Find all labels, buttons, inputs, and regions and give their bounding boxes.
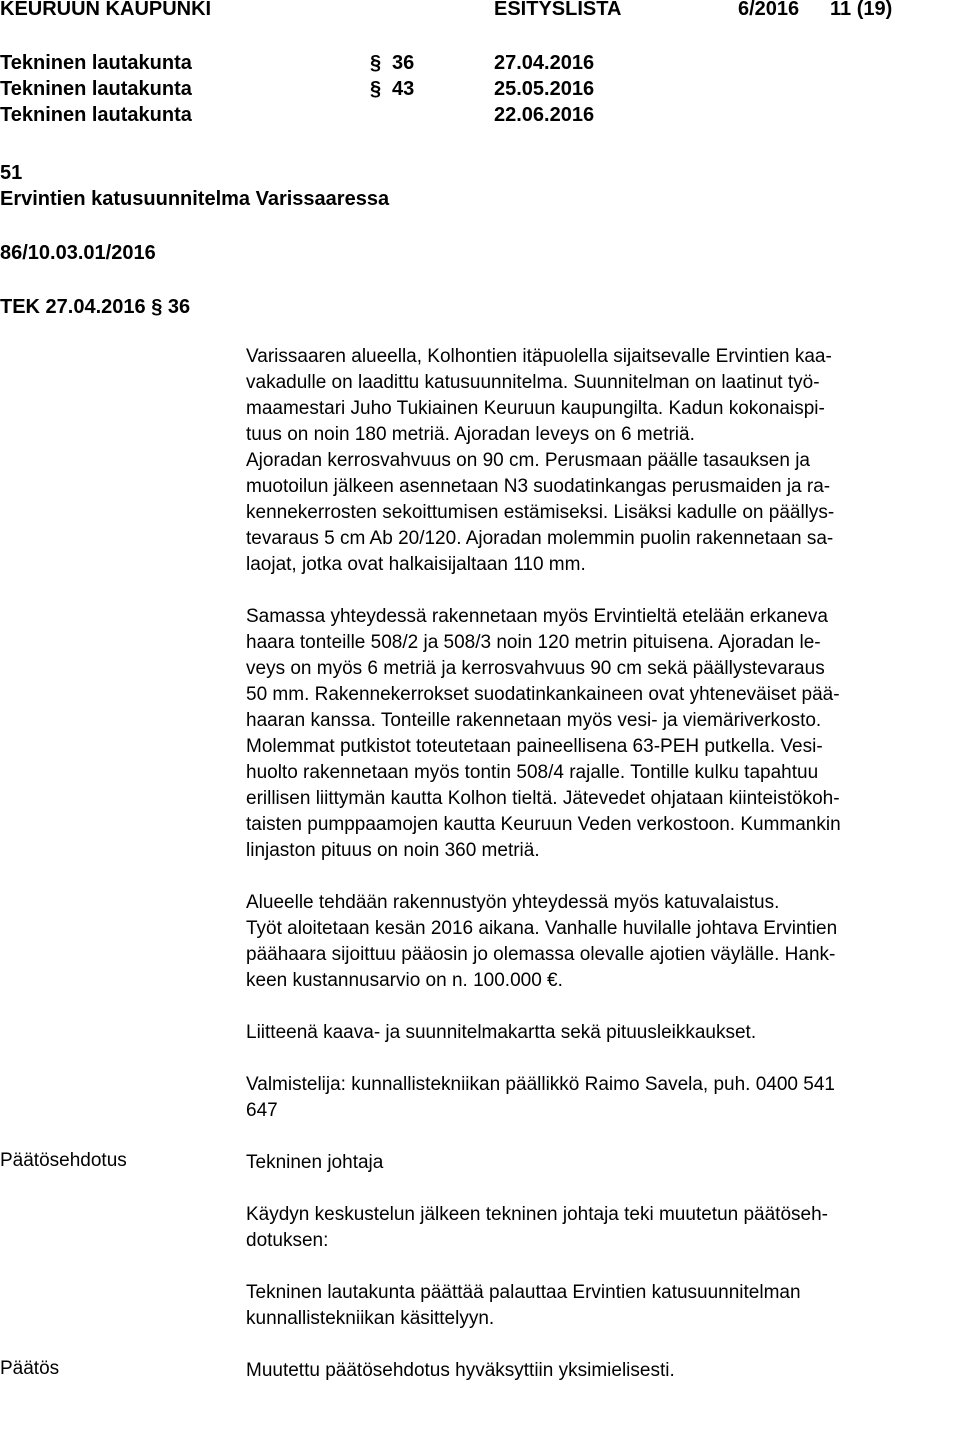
proposal-paragraph [246, 1202, 958, 1254]
text-line: muotoilun jälkeen asennetaan N3 suodatinkangas perusmaiden ja ra- [246, 476, 831, 497]
text-line: linjaston pituus on noin 360 metriä. [246, 840, 540, 861]
section-number: 36 [392, 52, 415, 74]
body-paragraph [246, 344, 958, 578]
text-line: Varissaaren alueella, Kolhontien itäpuolella sijaitsevalle Ervintien kaa- [246, 346, 832, 367]
text-line: veys on myös 6 metriä ja kerrosvahvuus 90 cm sekä päällystevaraus [246, 658, 825, 679]
item-reference: 86/10.03.01/2016 [0, 242, 156, 264]
text-line: dotuksen: [246, 1230, 329, 1251]
meeting-body: Tekninen lautakunta [0, 104, 192, 126]
text-line: tuus on noin 180 metriä. Ajoradan leveys on 6 metriä. [246, 424, 695, 445]
proposal-by [246, 1150, 958, 1176]
page-number: 11 (19) [830, 0, 893, 20]
text-line: keen kustannusarvio on n. 100.000 €. [246, 970, 563, 991]
proposal-paragraph [246, 1280, 958, 1332]
text-line: Molemmat putkistot toteutetaan paineellisena 63-PEH putkella. Vesi- [246, 736, 823, 757]
text-line: Työt aloitetaan kesän 2016 aikana. Vanhalle huvilalle johtava Ervintien [246, 918, 838, 939]
text-line: huolto rakennetaan myös tontin 508/4 rajalle. Tontille kulku tapahtuu [246, 762, 819, 783]
section-number: 43 [392, 78, 415, 100]
text-line: Käydyn keskustelun jälkeen tekninen johtaja teki muutetun päätöseh- [246, 1204, 828, 1225]
section-sign: § [370, 52, 382, 74]
org-name: KEURUUN KAUPUNKI [0, 0, 212, 20]
doc-type: ESITYSLISTA [494, 0, 622, 20]
meeting-body: Tekninen lautakunta [0, 78, 192, 100]
section-number: 36 [167, 296, 191, 318]
text-line: Alueelle tehdään rakennustyön yhteydessä myös katuvalaistus. [246, 892, 780, 913]
text-line: taisten pumppaamojen kautta Keuruun Veden verkostoon. Kummankin [246, 814, 841, 835]
text-line: Tekninen lautakunta päättää palauttaa Ervintien katusuunnitelman [246, 1282, 801, 1303]
section-sign: § [370, 78, 382, 100]
text-line: päähaara sijoittuu pääosin jo olemassa olevalle ajotien väylälle. Hank- [246, 944, 836, 965]
body-paragraph [246, 890, 958, 994]
proposal-label: Päätösehdotus [0, 1150, 127, 1171]
text-line: erillisen liittymän kautta Kolhon tieltä. Jätevedet ohjataan kiinteistökoh- [246, 788, 840, 809]
text-line: Ajoradan kerrosvahvuus on 90 cm. Perusmaan päälle tasauksen ja [246, 450, 810, 471]
body-paragraph [246, 604, 958, 864]
previous-reference-prefix: TEK 27.04.2016 [0, 296, 146, 318]
text-line: kennekerrosten sekoittumisen estämiseksi. Lisäksi kadulle on päällys- [246, 502, 835, 523]
item-number: 51 [0, 162, 23, 184]
text-line: kunnallistekniikan käsittelyyn. [246, 1308, 495, 1329]
item-title: Ervintien katusuunnitelma Varissaaressa [0, 188, 390, 210]
text-line: 647 [246, 1100, 278, 1121]
meeting-body: Tekninen lautakunta [0, 52, 192, 74]
previous-reference [0, 296, 190, 319]
text-line: haaran kanssa. Tonteille rakennetaan myös vesi- ja viemäriverkosto. [246, 710, 822, 731]
attachments-note [246, 1020, 958, 1046]
text-line: maamestari Juho Tukiainen Keuruun kaupungilta. Kadun kokonaispi- [246, 398, 825, 419]
meeting-date: 22.06.2016 [494, 104, 595, 126]
text-line: 50 mm. Rakennekerrokset suodatinkankaineen ovat yhteneväiset pää- [246, 684, 840, 705]
decision-text [246, 1358, 958, 1384]
meeting-date: 25.05.2016 [494, 78, 595, 100]
text-line: Valmistelija: kunnallistekniikan päällikkö Raimo Savela, puh. 0400 541 [246, 1074, 835, 1095]
text-line: Muutettu päätösehdotus hyväksyttiin yksimielisesti. [246, 1360, 675, 1381]
text-line: laojat, jotka ovat halkaisijaltaan 110 mm. [246, 554, 586, 575]
decision-label: Päätös [0, 1358, 60, 1379]
section-sign: § [151, 296, 163, 318]
preparer-note [246, 1072, 958, 1124]
text-line: haara tonteille 508/2 ja 508/3 noin 120 metrin pituisena. Ajoradan le- [246, 632, 821, 653]
text-line: Samassa yhteydessä rakennetaan myös Ervintieltä etelään erkaneva [246, 606, 828, 627]
meeting-date: 27.04.2016 [494, 52, 595, 74]
text-line: vakadulle on laadittu katusuunnitelma. Suunnitelman on laatinut työ- [246, 372, 820, 393]
text-line: Tekninen johtaja [246, 1152, 384, 1173]
text-line: tevaraus 5 cm Ab 20/120. Ajoradan molemmin puolin rakennetaan sa- [246, 528, 834, 549]
doc-number: 6/2016 [738, 0, 800, 20]
text-line: Liitteenä kaava- ja suunnitelmakartta sekä pituusleikkaukset. [246, 1022, 757, 1043]
